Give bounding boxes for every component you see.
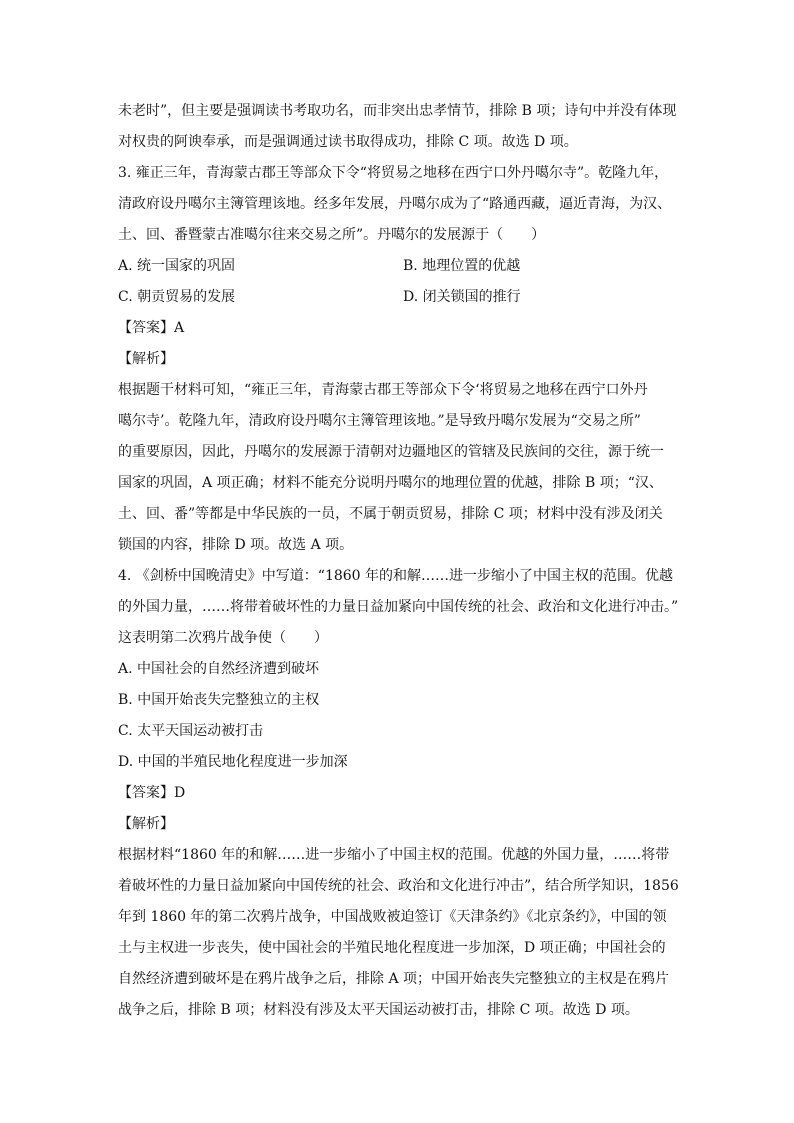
question-stem: 3. 雍正三年，青海蒙古郡王等部众下令“将贸易之地移在西宁口外丹噶尔寺”。乾隆九年，	[118, 165, 669, 181]
option-d: D. 闭关锁国的推行	[403, 289, 521, 305]
option-a: A. 统一国家的巩固	[118, 258, 236, 274]
document-page	[118, 96, 688, 1026]
option-c: C. 太平天国运动被打击	[118, 723, 264, 739]
option-c: C. 朝贡贸易的发展	[118, 289, 236, 305]
option-b: B. 地理位置的优越	[403, 258, 521, 274]
analysis-text: 战争之后，排除 B 项；材料没有涉及太平天国运动被打击，排除 C 项。故选 D 项。	[118, 1002, 639, 1018]
text-line: 对权贵的阿谀奉承，而是强调通过读书取得成功，排除 C 项。故选 D 项。	[118, 134, 578, 150]
option-b: B. 中国开始丧失完整独立的主权	[118, 692, 320, 708]
analysis-text: 国家的巩固，A 项正确；材料不能充分说明丹噶尔的地理位置的优越，排除 B 项；“汉、	[118, 475, 663, 491]
question-stem: 的外国力量，……将带着破坏性的力量日益加紧向中国传统的社会、政治和文化进行冲击。”	[118, 599, 679, 615]
question-stem: 清政府设丹噶尔主簿管理该地。经多年发展，丹噶尔成为了“路通西藏，逼近青海，为汉、	[118, 196, 672, 212]
option-a: A. 中国社会的自然经济遭到破坏	[118, 661, 320, 677]
question-4	[118, 561, 688, 1026]
analysis-text: 的重要原因，因此，丹噶尔的发展源于清朝对边疆地区的管辖及民族间的交往，源于统一	[118, 444, 664, 460]
analysis-text: 年到 1860 年的第二次鸦片战争，中国战败被迫签订《天津条约》《北京条约》，中国的领	[118, 909, 667, 925]
question-stem: 4. 《剑桥中国晚清史》中写道：“1860 年的和解……进一步缩小了中国主权的范围。优越	[118, 568, 674, 584]
options-row	[118, 282, 688, 313]
options-row	[118, 251, 688, 282]
question-3	[118, 158, 688, 561]
text-line: 未老时”，但主要是强调读书考取功名，而非突出忠孝情节，排除 B 项；诗句中并没有体现	[118, 103, 677, 119]
option-d: D. 中国的半殖民地化程度进一步加深	[118, 754, 348, 770]
analysis-text: 根据材料“1860 年的和解……进一步缩小了中国主权的范围。优越的外国力量，……将带	[118, 847, 670, 863]
analysis-text: 根据题干材料可知，“雍正三年，青海蒙古郡王等部众下令‘将贸易之地移在西宁口外丹	[118, 382, 648, 398]
analysis-text: 着破坏性的力量日益加紧向中国传统的社会、政治和文化进行冲击”，结合所学知识，1856	[118, 878, 679, 894]
analysis-text: 土与主权进一步丧失，使中国社会的半殖民地化程度进一步加深，D 项正确；中国社会的	[118, 940, 666, 956]
question-stem: 这表明第二次鸦片战争使（ ）	[118, 630, 328, 646]
analysis-text: 噶尔寺’。乾隆九年，清政府设丹噶尔主簿管理该地。”是导致丹噶尔发展为“交易之所”	[118, 413, 641, 429]
analysis-label: 【解析】	[118, 816, 174, 832]
analysis-text: 土、回、番”等都是中华民族的一员，不属于朝贡贸易，排除 C 项；材料中没有涉及闭关	[118, 506, 663, 522]
answer-label: 【答案】A	[118, 320, 185, 336]
question-stem: 土、回、番暨蒙古准噶尔往来交易之所”。丹噶尔的发展源于（ ）	[118, 227, 546, 243]
analysis-label: 【解析】	[118, 351, 174, 367]
answer-label: 【答案】D	[118, 785, 186, 801]
analysis-text: 锁国的内容，排除 D 项。故选 A 项。	[118, 537, 354, 553]
analysis-text: 自然经济遭到破坏是在鸦片战争之后，排除 A 项；中国开始丧失完整独立的主权是在鸦片	[118, 971, 670, 987]
